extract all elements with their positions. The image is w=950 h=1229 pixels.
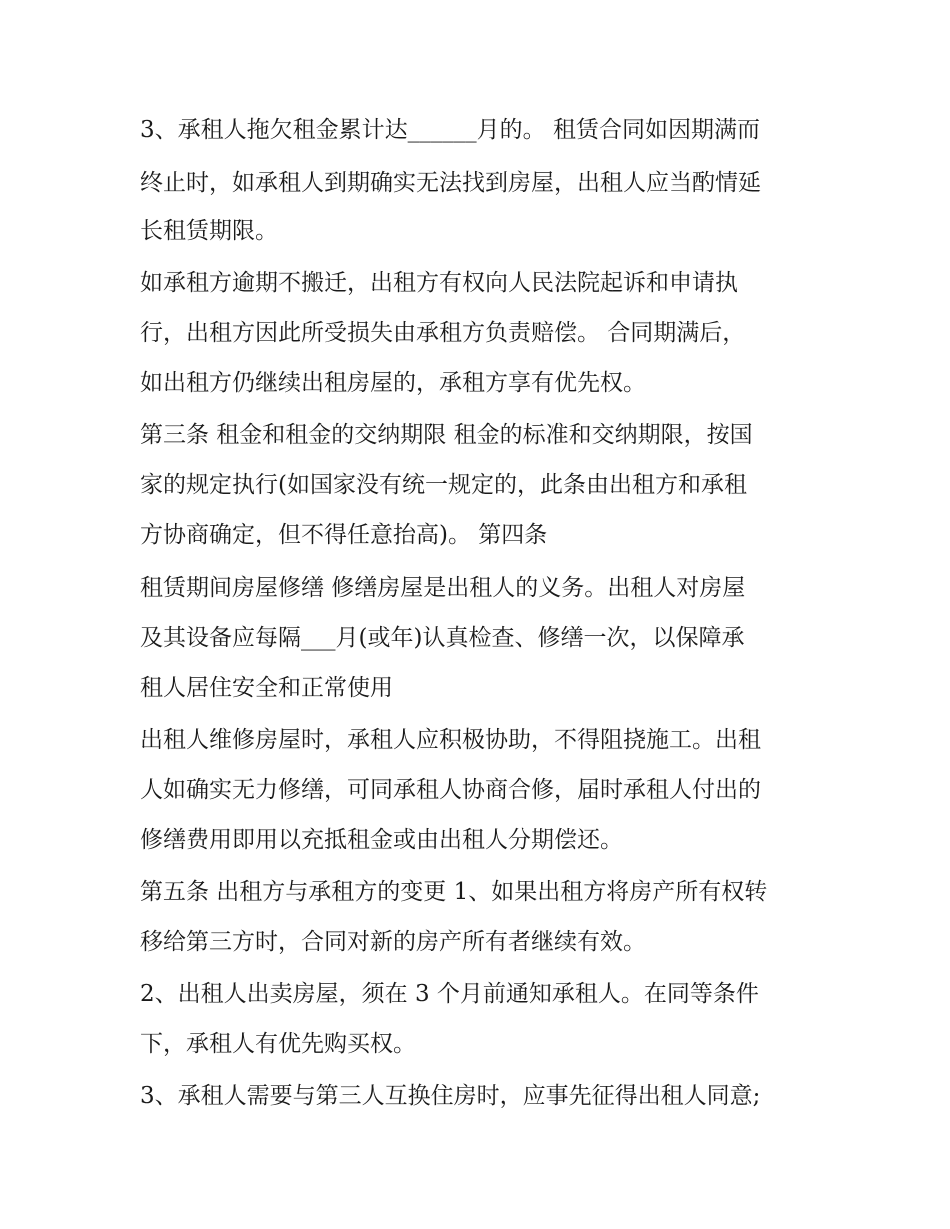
text-line: 家的规定执行(如国家没有统一规定的，此条由出租方和承租: [140, 472, 747, 498]
text-line: 及其设备应每隔___月(或年)认真检查、修缮一次，以保障承: [140, 625, 745, 651]
text-line: 出租人维修房屋时，承租人应积极协助，不得阻挠施工。出租: [140, 727, 761, 753]
text-line: 修缮费用即用以充抵租金或由出租人分期偿还。: [140, 827, 623, 853]
text-line: 如承租方逾期不搬迁，出租方有权向人民法院起诉和申请执: [140, 270, 738, 296]
text-line: 如出租方仍继续出租房屋的，承租方享有优先权。: [140, 370, 646, 396]
text-line: 第五条 出租方与承租方的变更 1、如果出租方将房产所有权转: [140, 879, 768, 905]
text-line: 移给第三方时，合同对新的房产所有者继续有效。: [140, 929, 646, 955]
text-line: 人如确实无力修缮，可同承租人协商合修，届时承租人付出的: [140, 777, 761, 803]
text-line: 行，出租方因此所受损失由承租方负责赔偿。 合同期满后，: [140, 320, 746, 346]
text-line: 2、出租人出卖房屋，须在 3 个月前通知承租人。在同等条件: [140, 981, 759, 1007]
text-line: 3、承租人拖欠租金累计达______月的。 租赁合同如因期满而: [140, 117, 760, 143]
text-line: 第三条 租金和租金的交纳期限 租金的标准和交纳期限，按国: [140, 422, 753, 448]
text-line: 租赁期间房屋修缮 修缮房屋是出租人的义务。出租人对房屋: [140, 575, 746, 601]
text-line: 下，承租人有优先购买权。: [140, 1031, 416, 1057]
text-line: 3、承租人需要与第三人互换住房时，应事先征得出租人同意;: [140, 1083, 761, 1109]
text-line: 方协商确定，但不得任意抬高)。 第四条: [140, 522, 548, 548]
text-line: 租人居住安全和正常使用: [140, 675, 393, 701]
text-line: 长租赁期限。: [140, 218, 278, 244]
text-line: 终止时，如承租人到期确实无法找到房屋，出租人应当酌情延: [140, 170, 761, 196]
